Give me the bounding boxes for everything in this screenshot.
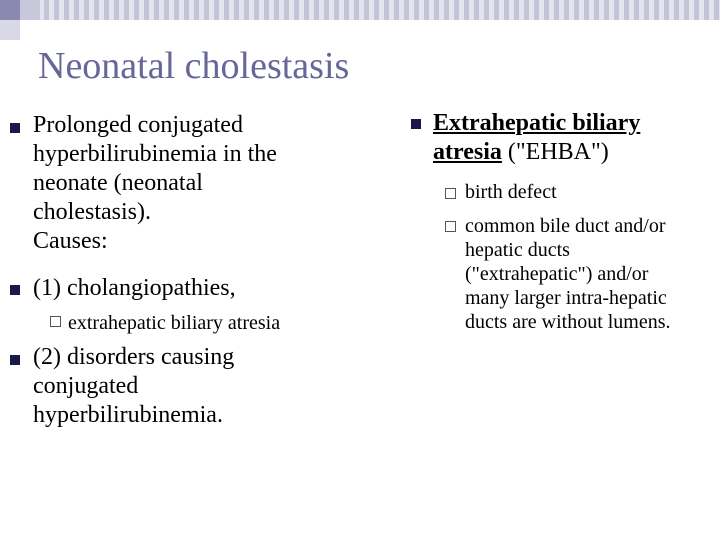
heading-line-2-bold: atresia (433, 139, 502, 165)
text-line: ("extrahepatic") and/or (465, 263, 649, 285)
text-line: ducts are without lumens. (465, 311, 671, 333)
left-sub-bullet: extrahepatic biliary atresia (68, 312, 281, 334)
right-sub-bullet-2 (465, 214, 720, 334)
text-line: Causes: (33, 228, 108, 254)
sub-bullet-checkbox-icon (445, 188, 456, 199)
text-line: common bile duct and/or (465, 215, 666, 237)
text-line: many larger intra-hepatic (465, 287, 667, 309)
bullet-icon (10, 123, 20, 133)
text-line: cholestasis). (33, 199, 151, 225)
left-bullet-1 (33, 111, 353, 256)
text-line: neonate (neonatal (33, 170, 203, 196)
heading-line-1: Extrahepatic biliary (433, 110, 641, 136)
text-line: Prolonged conjugated (33, 112, 243, 138)
heading-line-2-rest: ("EHBA") (501, 139, 609, 165)
slide-title: Neonatal cholestasis (38, 45, 350, 87)
text-line: hyperbilirubinemia in the (33, 141, 277, 167)
left-bullet-2 (33, 274, 353, 303)
decorative-header-band (0, 0, 720, 40)
text-line: conjugated (33, 373, 139, 399)
text-line: (1) cholangiopathies, (33, 275, 236, 301)
sub-bullet-checkbox-icon (50, 316, 61, 327)
right-sub-bullet-1 (465, 180, 715, 204)
bullet-icon (10, 285, 20, 295)
right-bullet-heading (433, 109, 713, 167)
text-line: hepatic ducts (465, 239, 570, 261)
bullet-icon (10, 355, 20, 365)
text-line: (2) disorders causing (33, 344, 235, 370)
text-line: birth defect (465, 181, 557, 203)
sub-bullet-checkbox-icon (445, 221, 456, 232)
bullet-icon (411, 119, 421, 129)
left-bullet-3 (33, 343, 353, 430)
text-line: hyperbilirubinemia. (33, 402, 223, 428)
